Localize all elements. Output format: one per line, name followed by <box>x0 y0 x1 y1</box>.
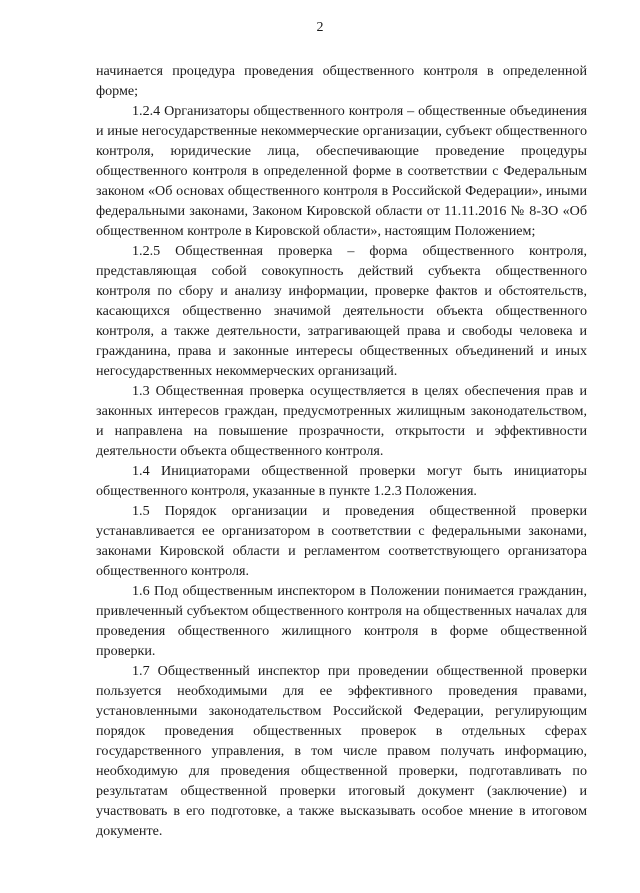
paragraph-1-7: 1.7 Общественный инспектор при проведении общественной проверки пользуется необходимыми для ее эффективного проведения правами, установленными законодательством Российской Федерации, регулирующим порядок проведения общественных проверок в отдельных сферах государственного управления, в том числе правом получать информацию, необходимую для проведения общественной проверки, подготавливать по результатам общественной проверки итоговый документ (заключение) и участвовать в его подготовке, а также высказывать особое мнение в итоговом документе. <box>96 663 587 839</box>
paragraph-1-6: 1.6 Под общественным инспектором в Положении понимается гражданин, привлеченный субъектом общественного контроля на общественных началах для проведения общественного жилищного контроля в форме общественной проверки. <box>96 583 587 659</box>
paragraph-1-4: 1.4 Инициаторами общественной проверки могут быть инициаторы общественного контроля, указанные в пункте 1.2.3 Положения. <box>96 463 587 499</box>
document-body <box>96 61 587 841</box>
paragraph-continuation: начинается процедура проведения общественного контроля в определенной форме; <box>96 63 587 99</box>
paragraph-1-3: 1.3 Общественная проверка осуществляется в целях обеспечения прав и законных интересов граждан, предусмотренных жилищным законодательством, и направлена на повышение прозрачности, открытости и эффективности деятельности объекта общественного контроля. <box>96 383 587 459</box>
paragraph-1-2-4: 1.2.4 Организаторы общественного контроля – общественные объединения и иные негосударственные некоммерческие организации, субъект общественного контроля, юридические лица, обеспечивающие проведение процедуры общественного контроля в определенной форме в соответствии с Федеральным законом «Об основах общественного контроля в Российской Федерации», иными федеральными законами, Законом Кировской области от 11.11.2016 № 8-ЗО «Об общественном контроле в Кировской области», настоящим Положением; <box>96 103 587 239</box>
paragraph-1-2-5: 1.2.5 Общественная проверка – форма общественного контроля, представляющая собой совокупность действий субъекта общественного контроля по сбору и анализу информации, проверке фактов и обстоятельств, касающихся общественно значимой деятельности объекта общественного контроля, а также деятельности, затрагивающей права и свободы человека и гражданина, права и законные интересы общественных объединений и иных негосударственных некоммерческих организаций. <box>96 243 587 379</box>
page-number: 2 <box>316 20 324 35</box>
paragraph-1-5: 1.5 Порядок организации и проведения общественной проверки устанавливается ее организатором в соответствии с федеральными законами, законами Кировской области и регламентом соответствующего организатора общественного контроля. <box>96 503 587 579</box>
